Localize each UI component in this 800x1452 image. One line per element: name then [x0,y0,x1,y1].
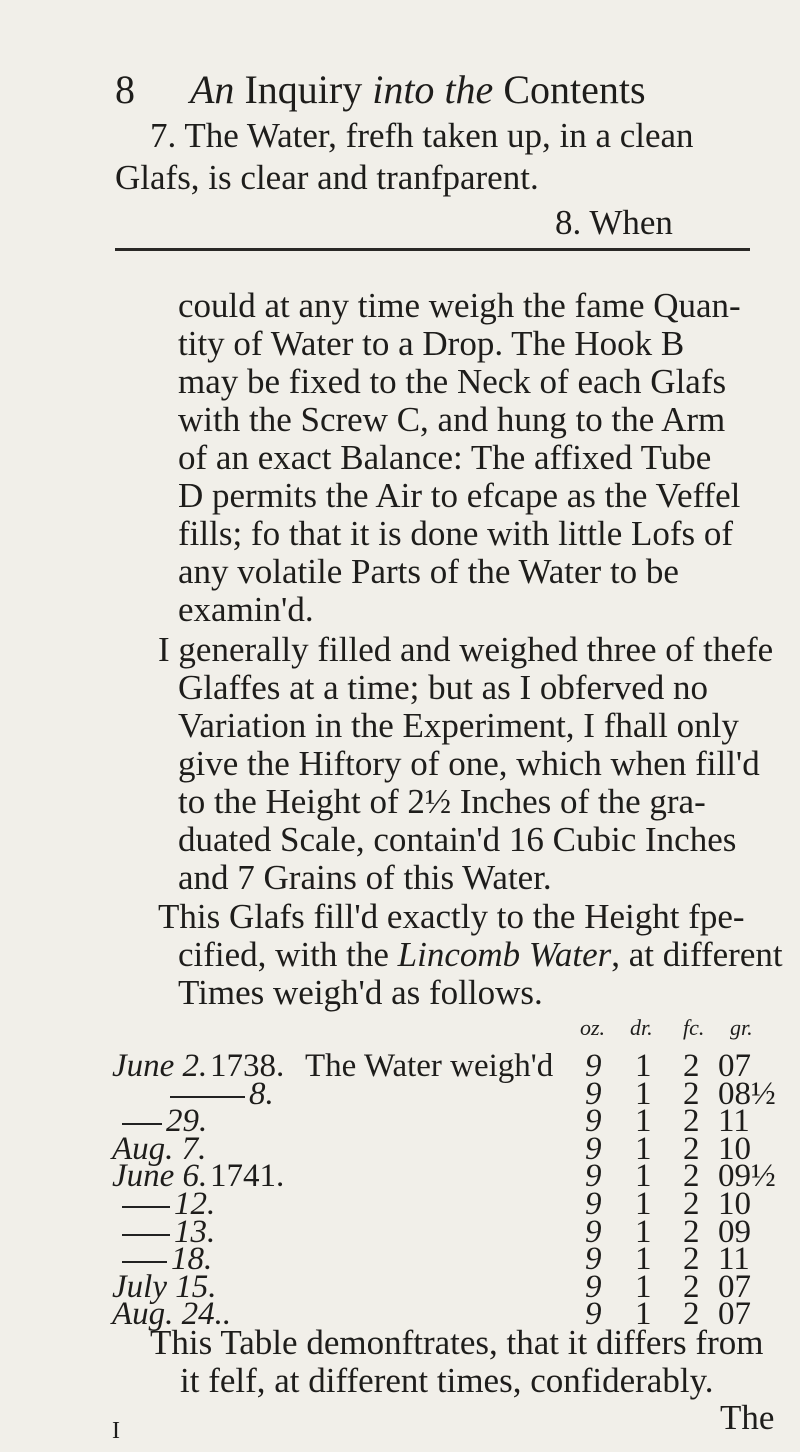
cell-oz: 9 [585,1186,602,1222]
cell-fc: 2 [683,1213,700,1250]
body-line: Variation in the Experiment, I fhall only [178,706,739,745]
cell-fc: 2 [683,1268,700,1305]
cell-gr: 07 [718,1296,751,1333]
title-prefix: An [190,67,235,112]
cell-fc: 2 [683,1241,700,1278]
body-line: give the Hiftory of one, which when fill'd [178,744,760,783]
body-line: Times weigh'd as follows. [178,973,543,1012]
cell-fc: 2 [683,1186,700,1222]
cell-oz: 9 [585,1268,602,1305]
row-year: 1741. [210,1158,285,1195]
title-mid: Inquiry [244,67,363,112]
unit-oz: oz. [580,1015,606,1040]
row-year: 1738. [210,1048,285,1084]
cell-fc: 2 [683,1048,700,1084]
ditto-dash [122,1261,167,1263]
cell-gr: 10 [718,1130,751,1167]
cell-dr: 1 [635,1103,652,1140]
cell-oz: 9 [585,1241,602,1278]
cell-dr: 1 [635,1296,652,1333]
cell-dr: 1 [635,1075,652,1112]
row-date: Aug. 7. [112,1130,207,1167]
cell-dr: 1 [635,1213,652,1250]
cell-fc: 2 [683,1130,700,1167]
unit-fc: fc. [683,1015,705,1040]
cell-oz: 9 [585,1075,602,1112]
body-line: could at any time weigh the fame Quan- [178,286,741,325]
row-date: 18. [171,1241,213,1278]
cell-oz: 9 [585,1158,602,1195]
title-the: the [444,67,494,112]
ditto-dash [122,1123,162,1125]
closing-catchword: The [720,1398,775,1437]
body-line: examin'd. [178,590,314,629]
row-date: 8. [249,1075,274,1112]
cell-gr: 07 [718,1048,751,1084]
cell-oz: 9 [585,1048,602,1084]
row-date: Aug. 24.. [112,1296,232,1333]
cell-gr: 11 [718,1103,750,1140]
body-line: duated Scale, contain'd 16 Cubic Inches [178,820,737,859]
body-line-part: cified, with the [178,935,389,974]
body-line: any volatile Parts of the Water to be [178,552,679,591]
cell-gr: 10 [718,1186,751,1222]
body-line: I generally filled and weighed three of thefe [158,630,774,669]
cell-fc: 2 [683,1103,700,1140]
cell-dr: 1 [635,1048,652,1084]
signature-mark: I [112,1418,120,1444]
row-date: 12. [174,1186,216,1222]
ditto-dash [122,1206,170,1208]
body-line: with the Screw C, and hung to the Arm [178,400,726,439]
cell-oz: 9 [585,1213,602,1250]
body-line: to the Height of 2½ Inches of the gra- [178,782,706,821]
row-date: 29. [166,1103,208,1140]
row-date: 13. [174,1213,216,1250]
lincomb-water-italic: Lincomb Water [397,935,612,974]
title-into: into [372,67,435,112]
cell-gr: 11 [718,1241,750,1278]
row-date: June 6. [112,1158,208,1195]
unit-gr: gr. [730,1015,753,1040]
cell-dr: 1 [635,1186,652,1222]
page-divider [115,248,750,251]
body-line: D permits the Air to efcape as the Veffel [178,476,741,515]
row-date: July 15. [112,1268,217,1305]
body-line: This Glafs fill'd exactly to the Height fpe- [158,897,745,936]
top-line-2: Glafs, is clear and tranfparent. [115,158,539,197]
cell-dr: 1 [635,1268,652,1305]
row-note: The Water weigh'd [305,1048,554,1084]
body-line: may be fixed to the Neck of each Glafs [178,362,727,401]
cell-gr: 09 [718,1213,751,1250]
cell-oz: 9 [585,1103,602,1140]
body-line: of an exact Balance: The affixed Tube [178,438,712,477]
cell-gr: 07 [718,1268,751,1305]
running-title [190,67,646,112]
body-line [178,937,783,972]
body-line: and 7 Grains of this Water. [178,858,552,897]
ditto-dash [122,1234,170,1236]
page-number: 8 [115,67,135,112]
body-line: Glaffes at a time; but as I obferved no [178,668,709,707]
cell-gr: 09½ [718,1158,776,1195]
body-line: tity of Water to a Drop. The Hook B [178,324,685,363]
unit-dr: dr. [630,1015,653,1040]
closing-line-2: it felf, at different times, confiderably. [180,1361,714,1400]
cell-fc: 2 [683,1075,700,1112]
row-date: June 2. [112,1048,208,1084]
cell-oz: 9 [585,1130,602,1167]
cell-gr: 08½ [718,1075,776,1112]
cell-dr: 1 [635,1241,652,1278]
cell-dr: 1 [635,1158,652,1195]
top-catchword: 8. When [555,203,673,242]
ditto-dash [170,1096,245,1098]
cell-dr: 1 [635,1130,652,1167]
top-line-1: 7. The Water, frefh taken up, in a clean [150,116,694,155]
title-end: Contents [503,67,646,112]
cell-fc: 2 [683,1296,700,1333]
body-line: fills; fo that it is done with little Lofs of [178,514,734,553]
body-line-part: , at different [611,935,783,974]
cell-oz: 9 [585,1296,602,1333]
closing-line-1: This Table demonftrates, that it differs from [150,1323,764,1362]
cell-fc: 2 [683,1158,700,1195]
